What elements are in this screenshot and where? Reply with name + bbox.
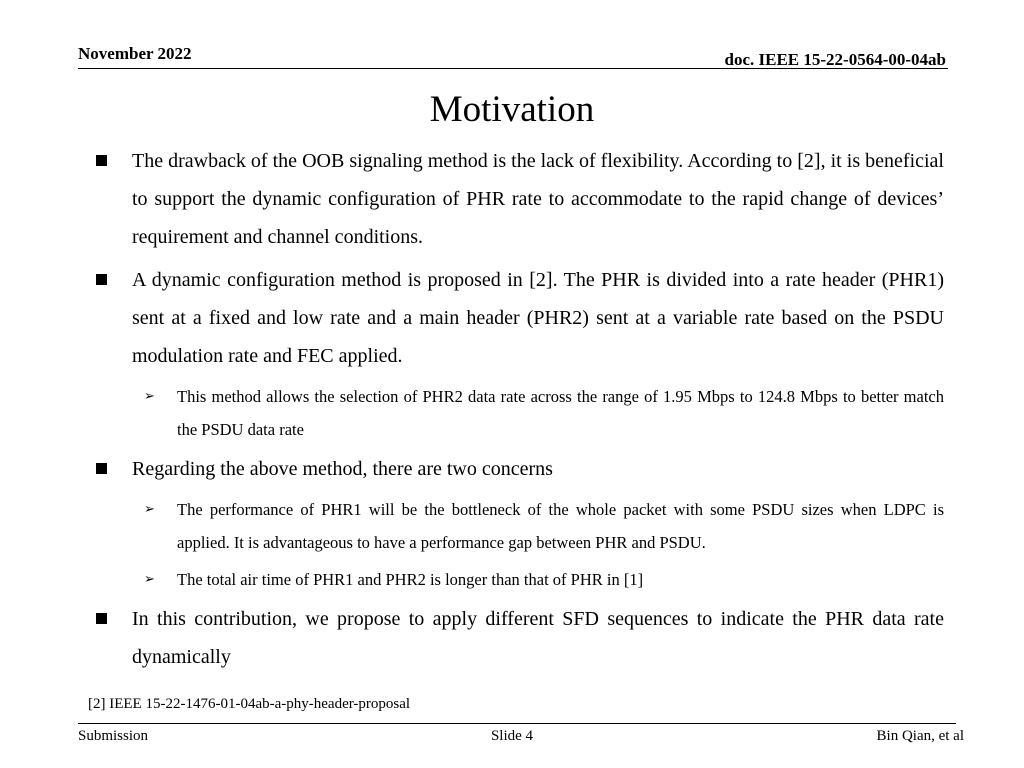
header-doc-id: doc. IEEE 15-22-0564-00-04ab — [724, 50, 946, 69]
bullet-item — [94, 142, 944, 256]
square-bullet-icon — [96, 463, 107, 474]
footer-author: Bin Qian, et al — [876, 728, 964, 744]
sub-bullet-item — [94, 563, 944, 596]
sub-bullet-text: The total air time of PHR1 and PHR2 is longer than that of PHR in [1] — [177, 570, 644, 589]
arrow-bullet-icon: ➢ — [144, 389, 155, 404]
sub-bullet-text: This method allows the selection of PHR2 data rate across the range of 1.95 Mbps to 124.8 Mbps to better match the PSDU data rate — [177, 387, 944, 439]
header-divider — [78, 68, 948, 69]
reference-note: [2] IEEE 15-22-1476-01-04ab-a-phy-header-proposal — [88, 696, 411, 712]
bullet-item — [94, 600, 944, 676]
footer-divider — [78, 723, 956, 724]
sub-bullet-item — [94, 493, 944, 559]
arrow-bullet-icon: ➢ — [144, 572, 155, 587]
slide-content — [94, 142, 944, 681]
square-bullet-icon — [96, 613, 107, 624]
bullet-text: The drawback of the OOB signaling method is the lack of flexibility. According to [2], it is beneficial to support the dynamic configuration of PHR rate to accommodate to the rapid change of devices’ requirement and channel conditions. — [132, 150, 944, 248]
header-date: November 2022 — [78, 44, 192, 63]
sub-bullet-item — [94, 380, 944, 446]
footer-slide-number: Slide 4 — [490, 728, 534, 744]
square-bullet-icon — [96, 155, 107, 166]
arrow-bullet-icon: ➢ — [144, 502, 155, 517]
square-bullet-icon — [96, 274, 107, 285]
bullet-text: A dynamic configuration method is proposed in [2]. The PHR is divided into a rate header (PHR1) sent at a fixed and low rate and a main header (PHR2) sent at a variable rate based on the PSDU modulation rate and FEC applied. — [132, 269, 944, 367]
sub-bullet-text: The performance of PHR1 will be the bottleneck of the whole packet with some PSDU sizes when LDPC is applied. It is advantageous to have a performance gap between PHR and PSDU. — [177, 500, 944, 552]
bullet-text: In this contribution, we propose to apply different SFD sequences to indicate the PHR data rate dynamically — [132, 608, 944, 668]
bullet-item — [94, 261, 944, 375]
slide-title: Motivation — [429, 89, 595, 130]
footer-submission: Submission — [78, 728, 149, 744]
bullet-item — [94, 450, 944, 488]
bullet-text: Regarding the above method, there are two concerns — [132, 458, 553, 480]
